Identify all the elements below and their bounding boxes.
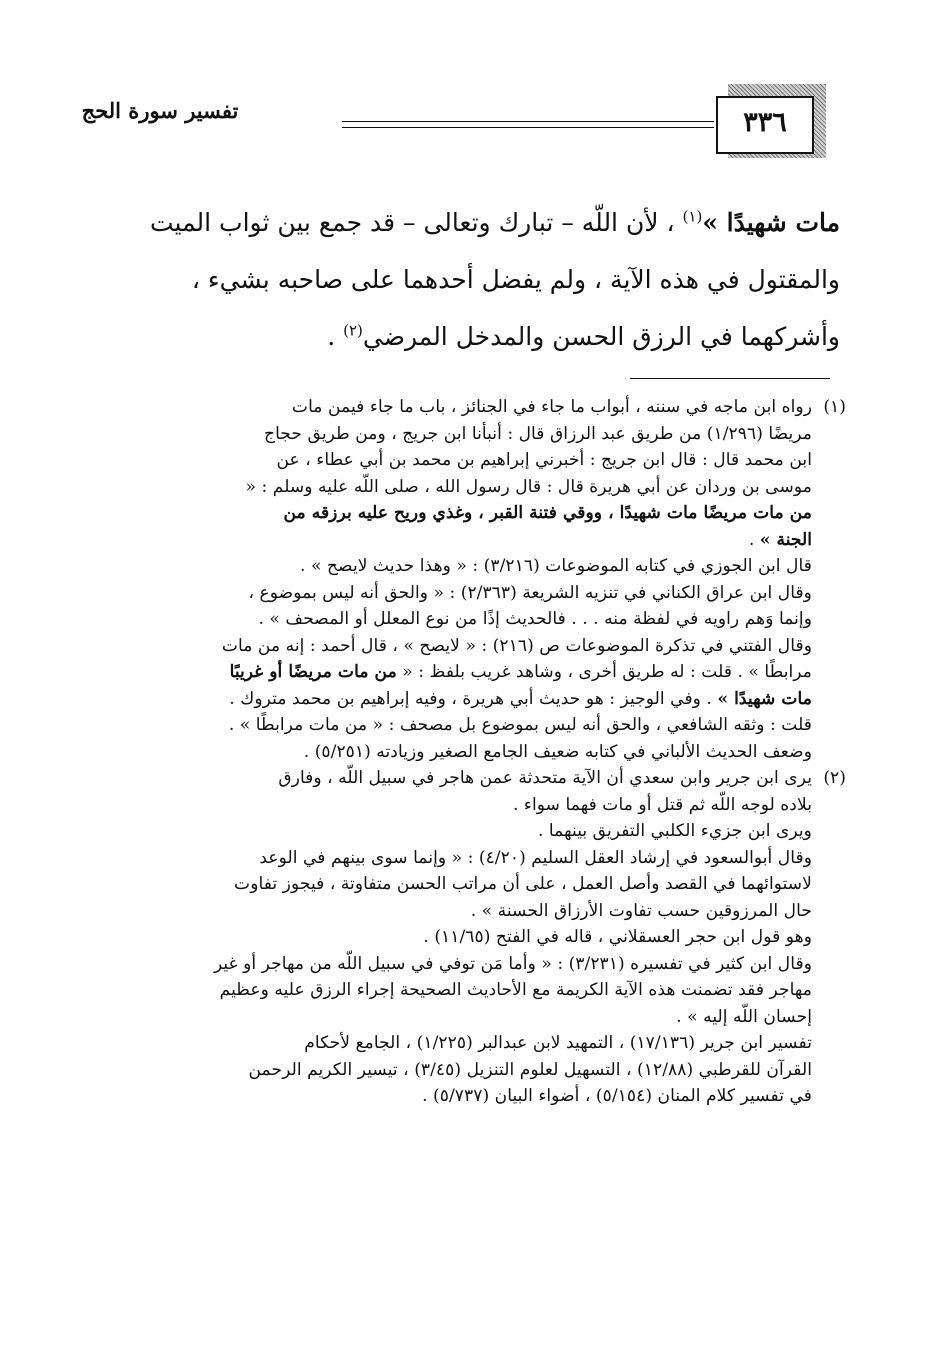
footnote-line: قال ابن الجوزي في كتابه الموضوعات (٣/٢١٦) : « وهذا حديث لايصح » . (300, 556, 812, 576)
footnote-line: ويرى ابن جزيء الكلبي التفريق بينهما . (537, 821, 812, 841)
main-line: مات شهيدًا »$^{(١)}$ ، لأن اللّه – تبارك وتعالى – قد جمع بين ثواب الميت (150, 207, 840, 237)
footnote-line: القرآن للقرطبي (١٢/٨٨) ، التسهيل لعلوم التنزيل (٣/٤٥) ، تيسير الكريم الرحمن (248, 1059, 812, 1080)
hadith-text: مات شهيدًا » (717, 688, 812, 709)
footnote-line: رواه ابن ماجه في سننه ، أبواب ما جاء في الجنائز ، باب ما جاء فيمن مات (291, 397, 812, 417)
footnote-line: وقال ابن كثير في تفسيره (٣/٢٣١) : « وأما مَن توفي في سبيل اللّه من مهاجر أو غير (213, 953, 812, 974)
footnote-line: مهاجر فقد تضمنت هذه الآية الكريمة مع الأحاديث الصحيحة إجراء الرزق عليه وعظيم (219, 980, 812, 1000)
main-line: وأشركهما في الرزق الحسن والمدخل المرضي$^{(٢)}$ . (327, 321, 840, 351)
footnote-line: تفسير ابن جرير (١٧/١٣٦) ، التمهيد لابن عبدالبر (١/٢٢٥) ، الجامع لأحكام (304, 1033, 812, 1053)
hadith-text: الجنة » (759, 529, 812, 550)
footnote-line (96, 500, 812, 527)
page-number: ٣٣٦ (743, 107, 787, 138)
footnote-line: لاستوائهما في القصد وأصل العمل ، على أن مراتب الحسن متفاوتة ، فيجوز تفاوت (234, 874, 812, 894)
footnote-line: موسى بن وردان عن أبي هريرة قال : قال رسول الله ، صلى اللّه عليه وسلم : « (245, 476, 812, 497)
footnote-line: بلاده لوجه اللّه ثم قتل أو مات فهما سواء . (513, 794, 812, 815)
footnote-line: ابن محمد قال : قال ابن جريج : أخبرني إبراهيم بن محمد بن أبي عطاء ، عن (276, 450, 812, 470)
footnote-number: (١) (823, 397, 846, 417)
footnote-line: وضعف الحديث الألباني في كتابه ضعيف الجامع الصغير وزيادته (٥/٢٥١) . (303, 741, 812, 762)
page-number-box (716, 96, 814, 154)
footnote-separator (630, 378, 830, 379)
footnote-line: قلت : وثقه الشافعي ، والحق أنه ليس بموضوع بل مصحف : « من مات مرابطًا » . (228, 715, 812, 735)
footnote-line: إحسان اللّه إليه » . (676, 1006, 812, 1027)
footnote-line: مات شهيدًا » . وفي الوجيز : هو حديث أبي هريرة ، وفيه إبراهيم بن محمد متروك . (229, 688, 812, 709)
footnote-line: في تفسير كلام المنان (٥/١٥٤) ، أضواء البيان (٥/٧٣٧) . (422, 1086, 812, 1106)
footnote-line: الجنة » . (748, 529, 812, 550)
footnote-number: (٢) (823, 768, 846, 788)
footnotes (96, 394, 846, 1110)
footnote-line: حال المرزوقين حسب تفاوت الأرزاق الحسنة » . (470, 900, 812, 921)
footnote-2 (96, 765, 846, 1110)
hadith-text: من مات مريضًا مات شهيدًا ، ووقي فتنة القبر ، وغذي وريح عليه برزقه من (283, 503, 812, 523)
footnote-line: مريضًا (١/٢٩٦) من طريق عبد الرزاق قال : أنبأنا ابن جريج ، ومن طريق حجاج (263, 423, 812, 444)
footnote-ref: (٢) (343, 321, 363, 340)
footnote-line: وقال ابن عراق الكناني في تنزيه الشريعة (٢/٣٦٣) : « والحق أنه ليس بموضوع ، (248, 582, 812, 603)
footnote-line: وقال الفتني في تذكرة الموضوعات ص (٢١٦) : « لايصح » ، قال أحمد : إنه من مات (221, 635, 812, 656)
footnote-ref: (١) (682, 207, 703, 226)
quote-fragment: مات شهيدًا » (702, 208, 840, 237)
footnote-1 (96, 394, 846, 765)
footnote-line: مرابطًا » . قلت : له طريق أخرى ، وشاهد غريب بلفظ : « من مات مريضًا أو غريبًا (229, 662, 812, 682)
running-title: تفسير سورة الحج (81, 98, 239, 123)
main-line: والمقتول في هذه الآية ، ولم يفضل أحدهما على صاحبه بشيء ، (191, 265, 840, 294)
header-rule-bottom (342, 127, 714, 128)
footnote-line: وهو قول ابن حجر العسقلاني ، قاله في الفتح (١١/٦٥) . (423, 927, 812, 947)
footnote-line: يرى ابن جرير وابن سعدي أن الآية متحدثة عمن هاجر في سبيل اللّه ، وفارق (278, 768, 812, 788)
footnote-line: وقال أبوالسعود في إرشاد العقل السليم (٤/٢٠) : « وإنما سوى بينهم في الوعد (259, 847, 812, 868)
footnote-line: وإنما وَهم راويه في لفظة منه . . . فالحديث إذًا من نوع المعلل أو المصحف » . (258, 609, 812, 629)
header-rule-top (342, 121, 714, 122)
main-text (90, 194, 840, 365)
hadith-text: من مات مريضًا أو غريبًا (229, 662, 397, 682)
